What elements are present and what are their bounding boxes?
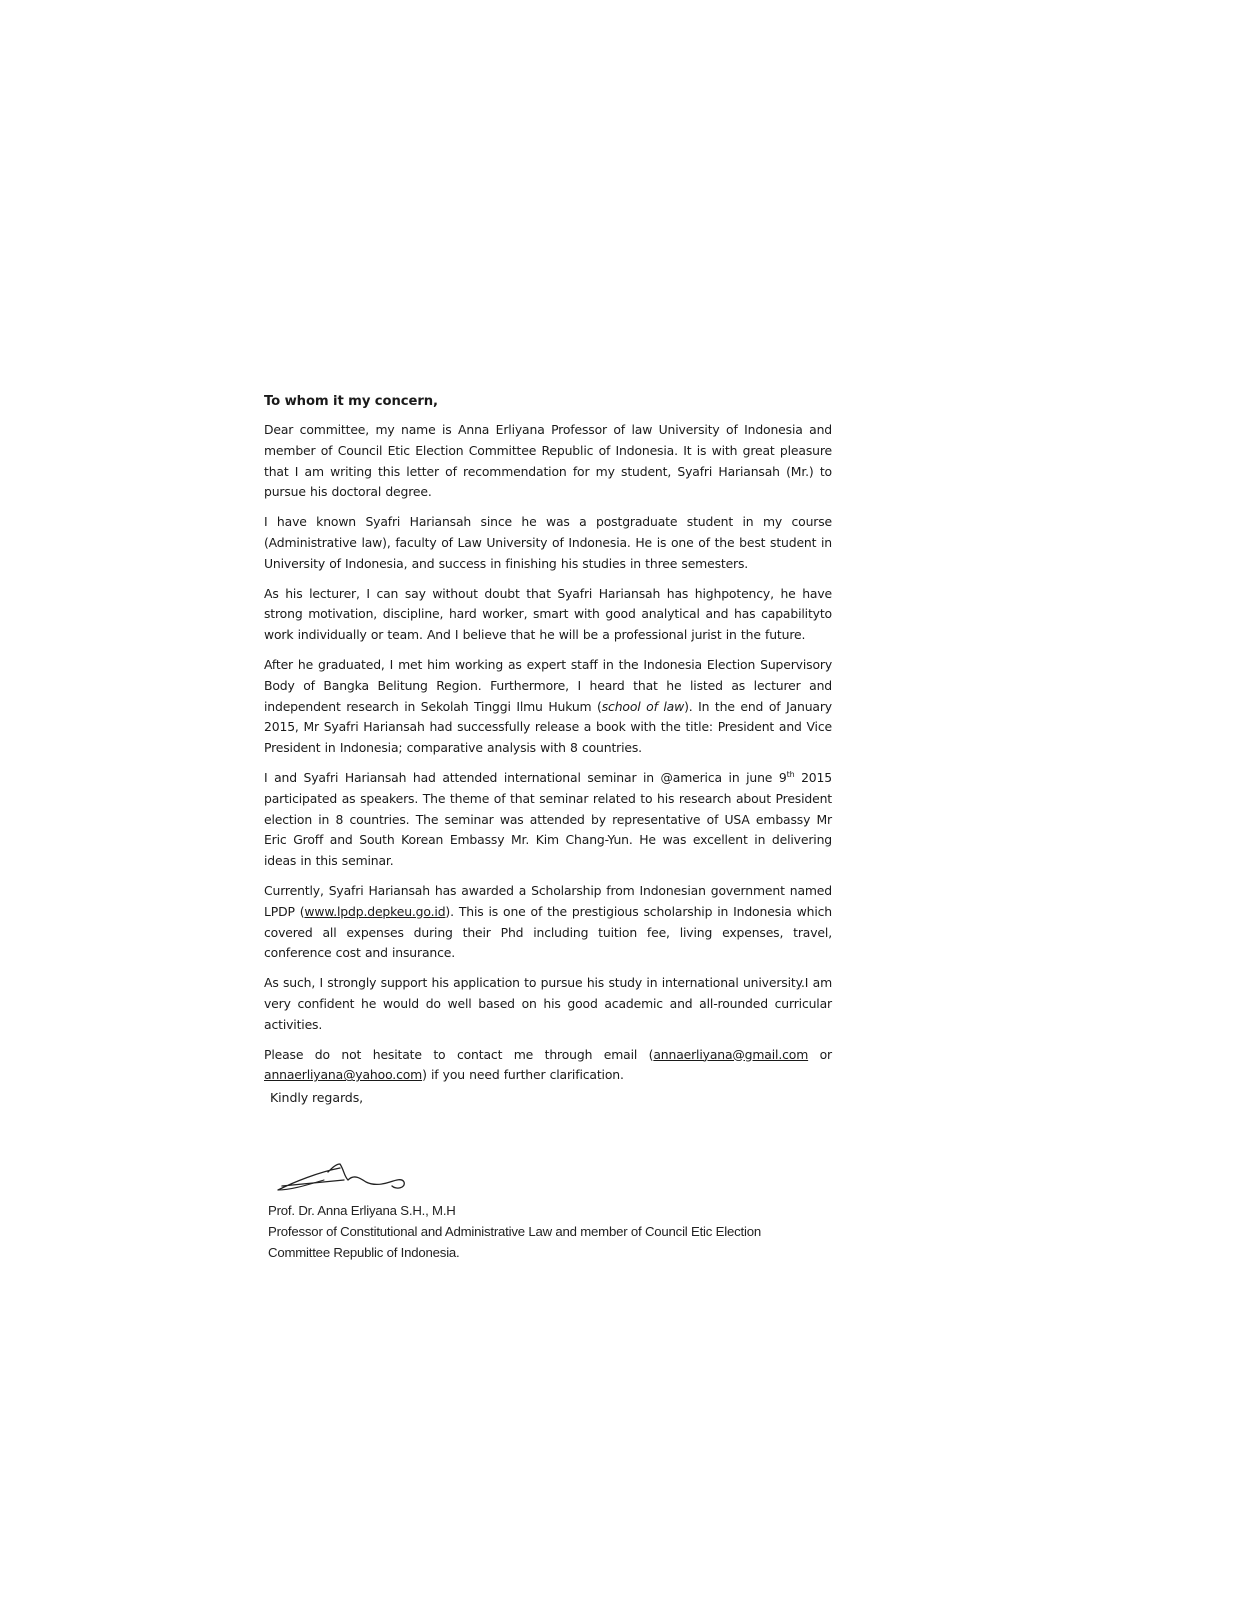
p8-text-before: Please do not hesitate to contact me through email ( bbox=[264, 1046, 654, 1062]
letter-body bbox=[264, 392, 832, 1108]
paragraph-introduction: Dear committee, my name is Anna Erliyana Professor of law University of Indonesia and member of Council Etic Election Committee Republic of Indonesia. It is with great pleasure that I am writing this letter of recommendation for my student, Syafri Hariansah (Mr.) to pursue his doctoral degree. bbox=[264, 422, 832, 500]
p5-text-after: 2015 participated as speakers. The theme of that seminar related to his research about President election in 8 countries. The seminar was attended by representative of USA embassy Mr Eric Groff and South Korean Embassy Mr. Kim Chang-Yun. He was excellent in delivering ideas in this seminar. bbox=[264, 769, 833, 869]
paragraph-support: As such, I strongly support his application to pursue his study in international university.I am very confident he would do well based on his good academic and all-rounded curricular activities. bbox=[264, 975, 832, 1032]
signature-block bbox=[268, 1200, 858, 1263]
p5-superscript: th bbox=[786, 769, 795, 779]
paragraph-scholarship bbox=[264, 881, 832, 964]
lpdp-website-link[interactable]: www.lpdp.depkeu.go.id bbox=[304, 903, 446, 919]
paragraph-seminar bbox=[264, 768, 832, 872]
signatory-title-line1: Professor of Constitutional and Administrative Law and member of Council Etic Election bbox=[268, 1224, 761, 1239]
yahoo-email-link[interactable]: annaerliyana@yahoo.com bbox=[264, 1067, 423, 1083]
salutation: To whom it my concern, bbox=[264, 394, 438, 409]
gmail-email-link[interactable]: annaerliyana@gmail.com bbox=[653, 1046, 809, 1062]
p4-text-after: ). In the end of January 2015, Mr Syafri Hariansah had successfully release a book with the title: President and Vice President in Indonesia; comparative analysis with 8 countries. bbox=[264, 698, 832, 756]
p4-italic-school-of-law: school of law bbox=[601, 698, 685, 714]
handwritten-signature-icon bbox=[274, 1160, 414, 1200]
p8-text-mid: or bbox=[808, 1046, 832, 1062]
signatory-name: Prof. Dr. Anna Erliyana S.H., M.H bbox=[268, 1203, 456, 1218]
p6-text-after: ). This is one of the prestigious scholarship in Indonesia which covered all expenses during their Phd including tuition fee, living expenses, travel, conference cost and insurance. bbox=[264, 903, 832, 961]
paragraph-known-since: I have known Syafri Hariansah since he was a postgraduate student in my course (Administrative law), faculty of Law University of Indonesia. He is one of the best student in University of Indonesia, and success in finishing his studies in three semesters. bbox=[264, 514, 832, 571]
closing: Kindly regards, bbox=[270, 1090, 364, 1106]
signatory-title-line2: Committee Republic of Indonesia. bbox=[268, 1245, 460, 1260]
p8-text-after: ) if you need further clarification. bbox=[422, 1067, 624, 1083]
p5-text-before: I and Syafri Hariansah had attended international seminar in @america in june 9 bbox=[264, 769, 787, 785]
paragraph-lecturer-opinion: As his lecturer, I can say without doubt that Syafri Hariansah has highpotency, he have strong motivation, discipline, hard worker, smart with good analytical and has capabilityto work individually or team. And I believe that he will be a professional jurist in the future. bbox=[264, 585, 832, 643]
paragraph-contact bbox=[264, 1045, 832, 1087]
p4-text-before: After he graduated, I met him working as expert staff in the Indonesia Election Supervisory Body of Bangka Belitung Region. Furthermore, I heard that he listed as lecturer and independent research in Sekolah Tinggi Ilmu Hukum ( bbox=[264, 656, 832, 714]
paragraph-after-graduation bbox=[264, 655, 832, 759]
p6-text-before: Currently, Syafri Hariansah has awarded a Scholarship from Indonesian government named LPDP ( bbox=[264, 882, 832, 919]
